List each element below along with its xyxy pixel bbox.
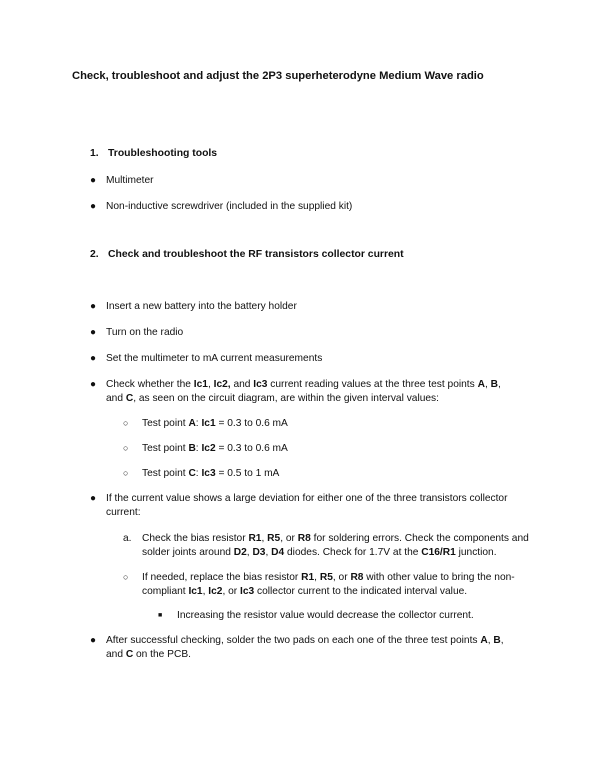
section-heading-tools: [90, 148, 217, 159]
circle-bullet-icon: ○: [123, 468, 129, 478]
list-item: ● Insert a new battery into the battery holder: [90, 301, 297, 312]
list-item-final: ● After successful checking, solder the two pads on each one of the three test points A, B, and C on the PCB.: [90, 635, 504, 660]
section-number: 2.: [90, 249, 99, 260]
circle-bullet-icon: ○: [123, 572, 129, 582]
substep-replace: ○ If needed, replace the bias resistor R1, R5, or R8 with other value to bring the non-compliant Ic1, Ic2, or Ic3 collector current to the indicated interval value.: [123, 572, 515, 597]
bullet-icon: ●: [90, 353, 97, 364]
bullet-icon: ●: [90, 493, 97, 504]
bullet-icon: ●: [90, 635, 97, 646]
list-item: ● Non-inductive screwdriver (included in the supplied kit): [90, 201, 353, 212]
section-title: Check and troubleshoot the RF transistors collector current: [108, 249, 404, 260]
circle-bullet-icon: ○: [123, 443, 129, 453]
list-item: ● Multimeter: [90, 175, 154, 186]
bullet-icon: ●: [90, 327, 97, 338]
list-item: ● Turn on the radio: [90, 327, 184, 338]
test-point-b: ○ Test point B: Ic2 = 0.3 to 0.6 mA: [123, 443, 288, 454]
bullet-icon: ●: [90, 379, 97, 390]
substep-marker: a.: [123, 533, 132, 544]
page-title: Check, troubleshoot and adjust the 2P3 superheterodyne Medium Wave radio: [72, 70, 484, 82]
list-item-deviation: ● If the current value shows a large deviation for either one of the three transistors collector current:: [90, 493, 508, 518]
section-heading-rf-check: [90, 249, 404, 260]
section-number: 1.: [90, 148, 99, 159]
bullet-icon: ●: [90, 175, 97, 186]
test-point-a: ○ Test point A: Ic1 = 0.3 to 0.6 mA: [123, 418, 288, 429]
note-item: ■ Increasing the resistor value would decrease the collector current.: [158, 610, 474, 621]
bullet-icon: ●: [90, 301, 97, 312]
circle-bullet-icon: ○: [123, 418, 129, 428]
substep-a: a. Check the bias resistor R1, R5, or R8 for soldering errors. Check the components and solder joints around D2, D3, D4 diodes. Check for 1.7V at the C16/R1 junction.: [123, 533, 529, 558]
square-bullet-icon: ■: [158, 612, 163, 619]
list-item: ● Set the multimeter to mA current measurements: [90, 353, 323, 364]
bullet-icon: ●: [90, 201, 97, 212]
test-point-c: ○ Test point C: Ic3 = 0.5 to 1 mA: [123, 468, 280, 479]
section-title: Troubleshooting tools: [108, 148, 218, 159]
list-item-check-currents: ● Check whether the Ic1, Ic2, and Ic3 current reading values at the three test points A, B, and C, as seen on the circuit diagram, are within the given interval values:: [90, 379, 501, 404]
